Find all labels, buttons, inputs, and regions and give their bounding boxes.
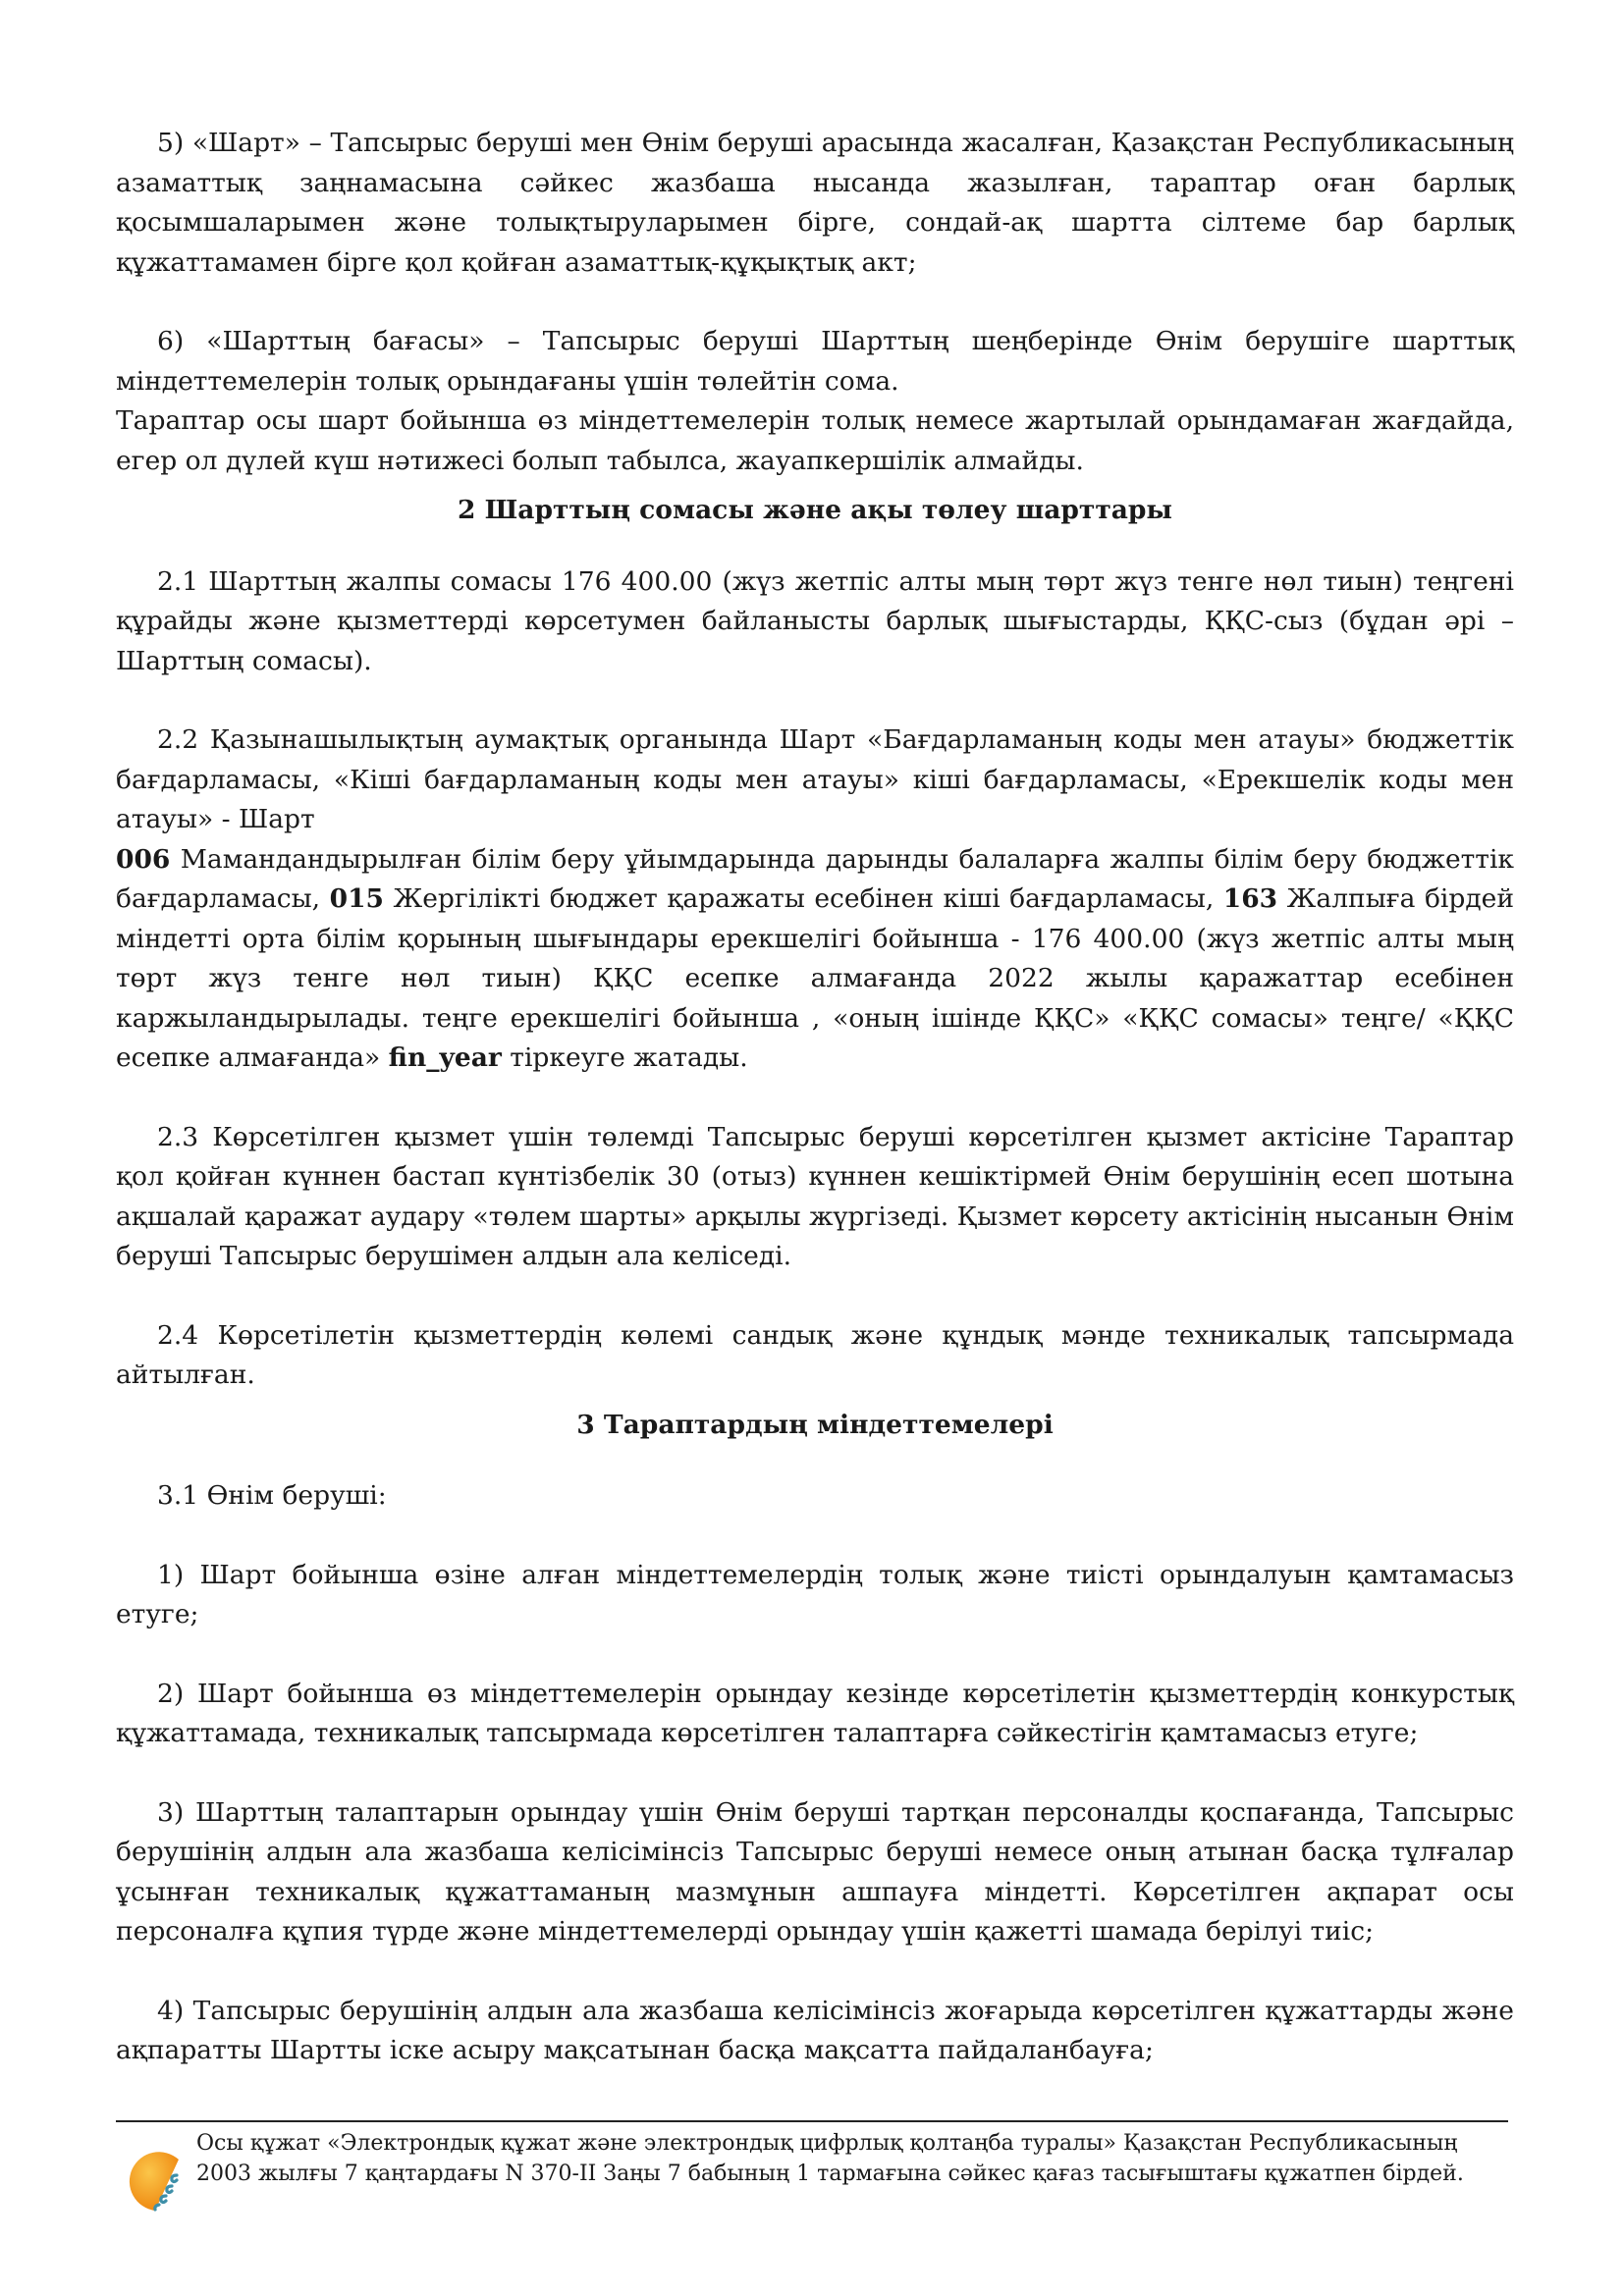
clause-2-4-paragraph: 2.4 Көрсетілетін қызметтердің көлемі сандық және құндық мәнде техникалық тапсырмада айтылған. <box>116 1319 1514 1390</box>
obligation-item-3: 3) Шарттың талаптарын орындау үшін Өнім беруші тартқан персоналды қоспағанда, Тапсырыс берушінің алдын ала жазбаша келісімінсіз Тапсырыс беруші немесе оның атынан басқа тұлғалар ұсынған техникалық құжаттаманың мазмұнын ашпауға міндетті. Көрсетілген ақпарат осы персоналға құпия түрде және міндеттемелерді орындау үшін қажетті шамада берілуі тиіс; <box>116 1796 1514 1947</box>
section-3-heading: 3 Тараптардың міндеттемелері <box>576 1409 1054 1440</box>
subprogram-code: 015 <box>329 883 384 914</box>
definition-5-paragraph: 5) «Шарт» – Тапсырыс беруші мен Өнім беруші арасында жасалған, Қазақстан Республикасының азаматтық заңнамасына сәйкес жазбаша нысанда жазылған, тараптар оған барлық қосымшаларымен және толықтыруларымен бірге, сондай-ақ шартта сілтеме бар барлық құжаттамамен бірге қол қойған азаматтық-құқықтық акт; <box>116 128 1514 278</box>
specific-text: Жалпыға бірдей міндетті орта білім қорының шығындары ерекшелігі бойынша - 176 400.00 (жүз жетпіс алты мың төрт жүз тенге нөл тиын) ҚҚС есепке алмағанда 2022 жылы қаражаттар есебінен каржыландырылады. теңге ерекшелігі бойынша , «оның ішінде ҚҚС» «ҚҚС сомасы» теңге/ «ҚҚС есепке алмағанда» <box>116 883 1515 1073</box>
section-2-heading: 2 Шарттың сомасы және ақы төлеу шарттары <box>458 495 1172 525</box>
egov-sun-logo-icon <box>118 2142 194 2218</box>
force-majeure-paragraph: Тараптар осы шарт бойынша өз міндеттемелерін толық немесе жартылай орындамаған жағдайда, егер ол дүлей күш нәтижесі болып табылса, жауапкершілік алмайды. <box>116 405 1514 476</box>
clause-2-2-paragraph <box>116 721 1514 1079</box>
clause-2-2-ending: тіркеуге жатады. <box>501 1042 748 1073</box>
budget-program-code: 006 <box>116 843 171 875</box>
obligation-item-1: 1) Шарт бойынша өзіне алған міндеттемелердің толық және тиісті орындалуын қамтамасыз етуге; <box>116 1559 1514 1629</box>
specific-code: 163 <box>1222 883 1278 914</box>
clause-2-3-paragraph: 2.3 Көрсетілген қызмет үшін төлемді Тапсырыс беруші көрсетілген қызмет актісіне Тараптар қол қойған күннен бастап күнтізбелік 30 (отыз) күннен кешіктірмей Өнім берушінің есеп шотына ақшалай қаражат аудару «төлем шарты» арқылы жүргізеді. Қызмет көрсету актісінің нысанын Өнім беруші Тапсырыс берушімен алдын ала келіседі. <box>116 1121 1514 1271</box>
fin-year-placeholder: fin_year <box>388 1042 502 1073</box>
definition-6-paragraph: 6) «Шарттың бағасы» – Тапсырыс беруші Шарттың шеңберінде Өнім берушіге шарттық міндеттемелерін толық орындағаны үшін төлейтін сома. <box>116 326 1514 397</box>
clause-3-1-paragraph: 3.1 Өнім беруші: <box>157 1480 387 1511</box>
obligation-item-4: 4) Тапсырыс берушінің алдын ала жазбаша келісімінсіз жоғарыда көрсетілген құжаттарды және ақпаратты Шартты іске асыру мақсатынан басқа мақсатта пайдаланбауға; <box>116 1995 1514 2065</box>
clause-2-1-paragraph: 2.1 Шарттың жалпы сомасы 176 400.00 (жүз жетпіс алты мың төрт жүз тенге нөл тиын) теңгені құрайды және қызметтерді көрсетумен байланысты барлық шығыстарды, ҚҚС-сыз (бұдан әрі – Шарттың сомасы). <box>116 565 1514 676</box>
footer-divider <box>116 2120 1508 2122</box>
legal-notice-text: Осы құжат «Электрондық құжат және электрондық цифрлық қолтаңба туралы» Қазақстан Республикасының 2003 жылғы 7 қаңтардағы N 370-II Заңы 7 бабының 1 тармағына сәйкес қағаз тасығыштағы құжатпен бірдей. <box>196 2131 1464 2186</box>
document-page <box>116 124 1514 2071</box>
obligation-item-2: 2) Шарт бойынша өз міндеттемелерін орындау кезінде көрсетілетін қызметтердің конкурстық құжаттамада, техникалық тапсырмада көрсетілген талаптарға сәйкестігін қамтамасыз етуге; <box>116 1678 1514 1748</box>
clause-2-2-intro: 2.2 Қазынашылықтың аумақтық органында Шарт «Бағдарламаның коды мен атауы» бюджеттік бағдарламасы, «Кіші бағдарламаның коды мен атауы» кіші бағдарламасы, «Ерекшелік коды мен атауы» - Шарт <box>116 724 1514 834</box>
footer <box>118 2128 1512 2218</box>
subprogram-text: Жергілікті бюджет қаражаты есебінен кіші бағдарламасы, <box>383 883 1223 914</box>
budget-program-text: Мамандандырылған білім беру ұйымдарында дарынды балаларға жалпы білім беру бюджеттік бағдарламасы, <box>116 843 1514 914</box>
